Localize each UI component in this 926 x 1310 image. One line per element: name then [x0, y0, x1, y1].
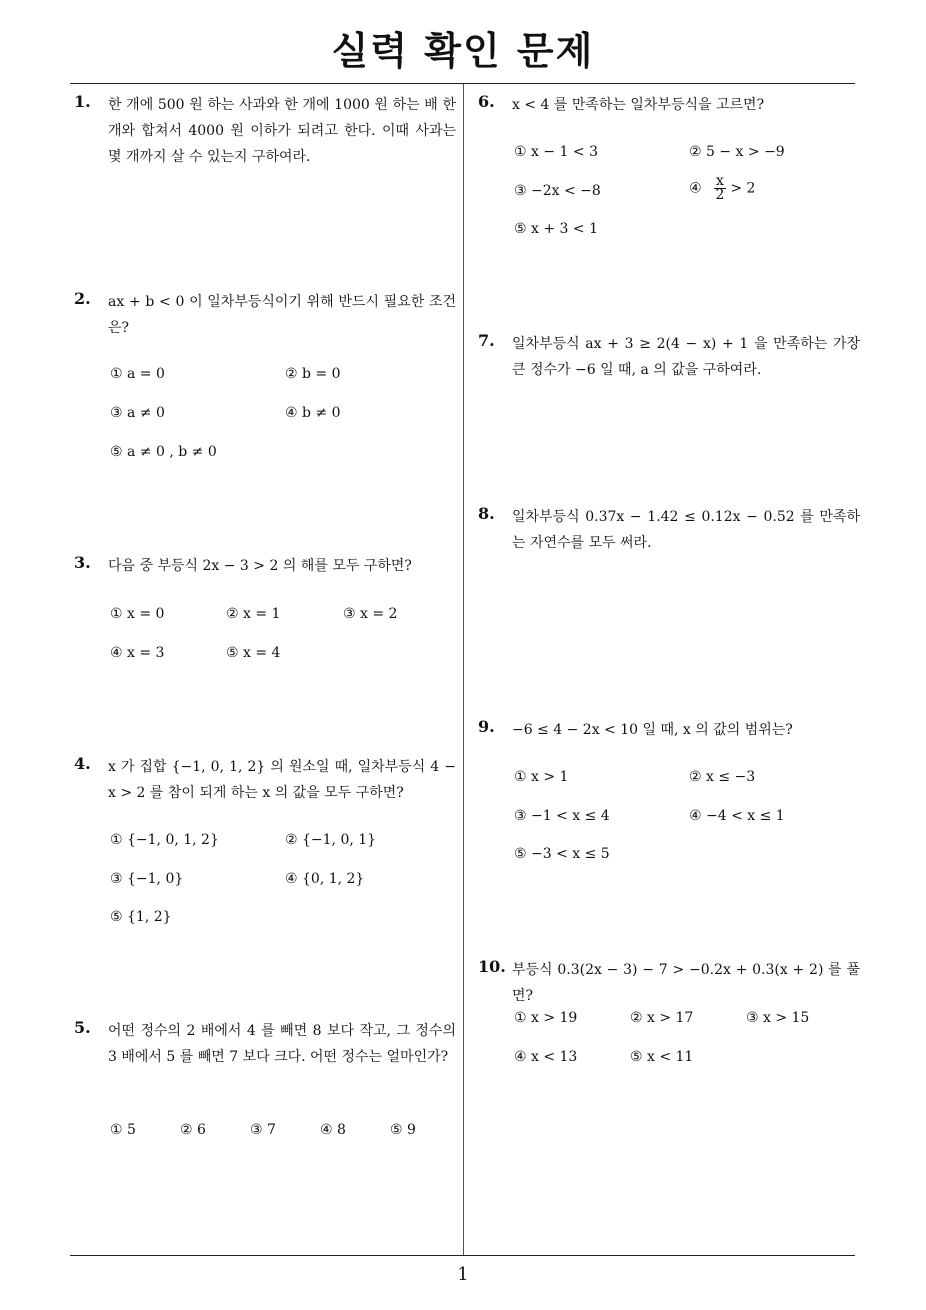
choice-5[interactable]: ⑤ −3 < x ≤ 5	[514, 846, 610, 862]
question-text: 일차부등식 ax + 3 ≥ 2(4 − x) + 1 을 만족하는 가장 큰 정수가 −6 일 때, a 의 값을 구하여라.	[512, 336, 860, 378]
choice-5[interactable]: ⑤ {1, 2}	[110, 909, 172, 925]
choice-2[interactable]: ② x > 17	[630, 1010, 694, 1026]
bottom-rule	[70, 1255, 855, 1256]
page-title: 실력 확인 문제	[331, 29, 595, 73]
question-10	[478, 957, 860, 1009]
choice-5[interactable]: ⑤ x + 3 < 1	[514, 221, 598, 237]
question-text: 한 개에 500 원 하는 사과와 한 개에 1000 원 하는 배 한 개와 합쳐서 4000 원 이하가 되려고 한다. 이때 사과는 몇 개까지 살 수 있는지 구하여라.	[108, 97, 456, 165]
choice-2[interactable]: ② {−1, 0, 1}	[285, 832, 377, 848]
question-7	[478, 331, 860, 383]
question-2	[74, 289, 456, 341]
question-8	[478, 504, 860, 556]
question-number: 4.	[74, 754, 91, 773]
choice-3[interactable]: ③ a ≠ 0	[110, 405, 165, 421]
question-9	[478, 717, 860, 743]
question-5	[74, 1018, 456, 1070]
choice-5[interactable]: ⑤ 9	[390, 1122, 416, 1138]
choice-4[interactable]: ④ 8	[320, 1122, 346, 1138]
question-text: 부등식 0.3(2x − 3) − 7 > −0.2x + 0.3(x + 2) 를 풀면?	[512, 962, 860, 1004]
choice-2[interactable]: ② x ≤ −3	[689, 769, 756, 785]
fraction	[714, 175, 726, 202]
choice-4[interactable]: ④ {0, 1, 2}	[285, 871, 365, 887]
question-4	[74, 754, 456, 806]
question-number: 5.	[74, 1018, 91, 1037]
question-number: 8.	[478, 504, 495, 523]
fraction-numerator: x	[716, 173, 724, 189]
choice-4[interactable]: ④ b ≠ 0	[285, 405, 341, 421]
choice-5[interactable]: ⑤ x = 4	[226, 645, 281, 661]
question-number: 9.	[478, 717, 495, 736]
fraction-denominator: 2	[715, 187, 725, 203]
choice-3[interactable]: ③ −1 < x ≤ 4	[514, 808, 610, 824]
choice-marker: ④	[689, 180, 702, 197]
choice-3[interactable]: ③ 7	[250, 1122, 276, 1138]
question-1	[74, 92, 456, 170]
choice-2[interactable]: ② 5 − x > −9	[689, 144, 785, 160]
question-text: 다음 중 부등식 2x − 3 > 2 의 해를 모두 구하면?	[108, 558, 412, 574]
column-divider	[463, 84, 464, 1255]
choice-3[interactable]: ③ x = 2	[343, 606, 398, 622]
choice-3[interactable]: ③ x > 15	[746, 1010, 810, 1026]
choice-1[interactable]: ① 5	[110, 1122, 136, 1138]
choice-4[interactable]: ④ x < 13	[514, 1049, 578, 1065]
question-text: x 가 집합 {−1, 0, 1, 2} 의 원소일 때, 일차부등식 4 − x > 2 를 참이 되게 하는 x 의 값을 모두 구하면?	[108, 759, 456, 801]
question-number: 10.	[478, 957, 506, 976]
question-3	[74, 553, 456, 579]
question-text: x < 4 를 만족하는 일차부등식을 고르면?	[512, 97, 765, 113]
question-text: ax + b < 0 이 일차부등식이기 위해 반드시 필요한 조건은?	[108, 294, 456, 336]
choice-2[interactable]: ② b = 0	[285, 366, 341, 382]
question-text: 일차부등식 0.37x − 1.42 ≤ 0.12x − 0.52 를 만족하는 자연수를 모두 써라.	[512, 509, 860, 551]
choice-3[interactable]: ③ −2x < −8	[514, 183, 601, 199]
question-text: −6 ≤ 4 − 2x < 10 일 때, x 의 값의 범위는?	[512, 722, 793, 738]
choice-3[interactable]: ③ {−1, 0}	[110, 871, 184, 887]
fraction-rest: > 2	[730, 180, 756, 197]
choice-2[interactable]: ② x = 1	[226, 606, 281, 622]
question-number: 3.	[74, 553, 91, 572]
choice-1[interactable]: ① x − 1 < 3	[514, 144, 598, 160]
question-number: 7.	[478, 331, 495, 350]
choice-5[interactable]: ⑤ x < 11	[630, 1049, 694, 1065]
question-number: 1.	[74, 92, 91, 111]
choice-4[interactable]: ④ −4 < x ≤ 1	[689, 808, 785, 824]
choice-5[interactable]: ⑤ a ≠ 0 , b ≠ 0	[110, 444, 217, 460]
question-6	[478, 92, 860, 118]
choice-1[interactable]: ① a = 0	[110, 366, 165, 382]
question-number: 2.	[74, 289, 91, 308]
question-text: 어떤 정수의 2 배에서 4 를 빼면 8 보다 작고, 그 정수의 3 배에서 5 를 빼면 7 보다 크다. 어떤 정수는 얼마인가?	[108, 1023, 456, 1065]
choice-1[interactable]: ① x = 0	[110, 606, 165, 622]
choice-1[interactable]: ① x > 19	[514, 1010, 578, 1026]
choice-4[interactable]: ④ x = 3	[110, 645, 165, 661]
question-number: 6.	[478, 92, 495, 111]
choice-4[interactable]	[689, 175, 755, 202]
page-number: 1	[457, 1264, 469, 1285]
choice-2[interactable]: ② 6	[180, 1122, 206, 1138]
choice-1[interactable]: ① x > 1	[514, 769, 569, 785]
choice-1[interactable]: ① {−1, 0, 1, 2}	[110, 832, 219, 848]
